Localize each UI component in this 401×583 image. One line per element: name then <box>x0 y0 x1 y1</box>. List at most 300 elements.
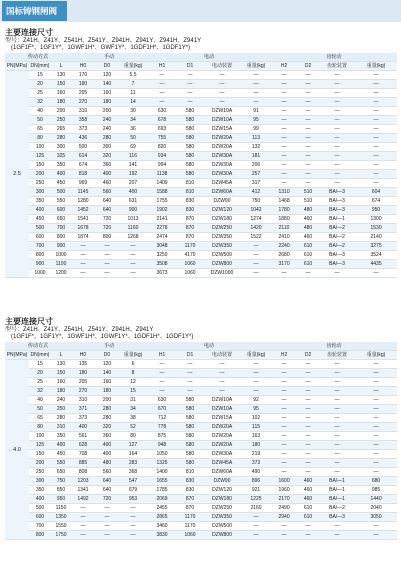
table-cell: 1274 <box>241 215 271 224</box>
table-cell: 125 <box>29 152 51 161</box>
table-cell: DZW15A <box>203 125 241 134</box>
table-cell: — <box>177 80 203 89</box>
table-row <box>5 495 397 504</box>
table-cell: — <box>355 441 397 450</box>
table-cell: — <box>241 89 271 98</box>
table-cell: 1750 <box>51 531 71 540</box>
table-cell: 4435 <box>355 260 397 269</box>
column-header: D0 <box>95 351 119 360</box>
table-cell: 310 <box>51 423 71 432</box>
dimension-table <box>5 53 397 278</box>
table-cell: 400 <box>95 170 119 179</box>
table-cell: — <box>271 80 297 89</box>
table-cell: 200 <box>95 396 119 405</box>
column-header: 电动装置 <box>203 351 241 360</box>
table-cell: 580 <box>177 152 203 161</box>
table-cell: 125 <box>29 441 51 450</box>
group-header: 电动 <box>147 342 271 351</box>
table-cell: — <box>71 504 95 513</box>
table-cell: 4170 <box>177 251 203 260</box>
table-cell: DZW10A <box>203 107 241 116</box>
table-cell: — <box>319 269 355 278</box>
table-cell: BA/—2 <box>319 224 355 233</box>
table-cell: — <box>71 269 95 278</box>
table-cell: — <box>319 378 355 387</box>
table-row <box>5 432 397 441</box>
table-cell: — <box>71 251 95 260</box>
table-cell: 950 <box>51 495 71 504</box>
section-heading: 主要连接尺寸 <box>5 317 53 326</box>
column-header: D2 <box>297 351 319 360</box>
table-cell: BA/—2 <box>319 233 355 242</box>
table-cell: — <box>203 360 241 369</box>
table-cell: — <box>177 387 203 396</box>
table-row <box>5 441 397 450</box>
page-title: 国标铸钢闸阀 <box>2 1 67 21</box>
table-cell: 1050 <box>147 450 177 459</box>
table-cell: 678 <box>147 116 177 125</box>
table-cell: DZW30A <box>203 152 241 161</box>
column-header: DN(mm) <box>30 352 50 358</box>
table-cell: 207 <box>119 179 147 188</box>
table-cell: 700 <box>29 522 51 531</box>
table-cell: 1440 <box>355 495 397 504</box>
table-cell: 969 <box>71 179 95 188</box>
table-cell: 2680 <box>271 251 297 260</box>
table-cell: 15 <box>119 387 147 396</box>
table-cell: — <box>297 269 319 278</box>
table-row <box>5 125 397 134</box>
table-cell: — <box>319 360 355 369</box>
table-cell: 628 <box>71 441 95 450</box>
table-cell: 450 <box>51 179 71 188</box>
table-cell: — <box>95 260 119 269</box>
table-cell: 580 <box>177 423 203 432</box>
model-codes: (1GF1F*、1GF1Y*、1GWF1H*、1GWF1Y*、1GDF1H*、1GDF1Y*) <box>11 334 194 340</box>
table-cell: 1492 <box>71 495 95 504</box>
table-cell: — <box>271 107 297 116</box>
table-cell: — <box>119 504 147 513</box>
table-cell: BA/—1 <box>319 486 355 495</box>
table-cell: 12 <box>119 378 147 387</box>
table-cell: 800 <box>29 531 51 540</box>
table-cell: 630 <box>147 107 177 116</box>
table-row <box>5 152 397 161</box>
table-cell: 412 <box>241 188 271 197</box>
table-cell: 32 <box>29 387 51 396</box>
table-cell: — <box>297 360 319 369</box>
table-cell: — <box>147 71 177 80</box>
table-cell: 1600 <box>271 477 297 486</box>
table-cell: — <box>319 107 355 116</box>
table-cell: — <box>177 378 203 387</box>
table-cell: 1325 <box>147 459 177 468</box>
table-cell: 800 <box>51 233 71 242</box>
table-cell: 65 <box>29 414 51 423</box>
column-header: H2 <box>271 62 297 71</box>
table-cell: — <box>271 152 297 161</box>
table-cell: — <box>203 71 241 80</box>
table-cell: 2160 <box>241 504 271 513</box>
table-cell: 371 <box>71 405 95 414</box>
table-cell: 6 <box>119 360 147 369</box>
table-cell: 400 <box>95 450 119 459</box>
column-header: H2 <box>271 351 297 360</box>
table-row <box>5 71 397 80</box>
table-cell: — <box>177 98 203 107</box>
table-cell: DZW30A <box>203 450 241 459</box>
column-header: PN(MPa) <box>6 63 28 69</box>
table-cell: 830 <box>177 206 203 215</box>
table-cell: 900 <box>119 206 147 215</box>
table-cell: 580 <box>177 143 203 152</box>
table-cell: — <box>71 531 95 540</box>
table-cell: 116 <box>119 152 147 161</box>
table-cell: 400 <box>29 206 51 215</box>
table-cell: 130 <box>51 360 71 369</box>
table-cell: — <box>241 378 271 387</box>
table-cell: — <box>297 107 319 116</box>
table-cell: — <box>241 531 271 540</box>
table-cell: 170 <box>71 71 95 80</box>
table-cell: 132 <box>241 143 271 152</box>
table-cell: — <box>297 134 319 143</box>
table-cell: 3524 <box>355 251 397 260</box>
table-cell: — <box>147 378 177 387</box>
table-cell: DZW60A <box>203 188 241 197</box>
table-cell: 679 <box>119 486 147 495</box>
table-cell: — <box>241 269 271 278</box>
table-cell: — <box>355 522 397 531</box>
table-cell: DZW20A <box>203 134 241 143</box>
table-cell: 52 <box>119 423 147 432</box>
table-cell: — <box>355 468 397 477</box>
table-cell: DZW500 <box>203 251 241 260</box>
table-cell: 1268 <box>119 233 147 242</box>
table-cell: 600 <box>29 233 51 242</box>
table-cell: — <box>241 71 271 80</box>
group-header: 手动 <box>71 53 147 62</box>
table-cell: — <box>297 414 319 423</box>
table-cell: DZW90 <box>203 197 241 206</box>
table-cell: 113 <box>241 134 271 143</box>
table-cell: 580 <box>177 450 203 459</box>
table-cell: 350 <box>51 432 71 441</box>
table-cell: 95 <box>241 405 271 414</box>
table-row <box>5 369 397 378</box>
table-cell: — <box>271 161 297 170</box>
table-cell: — <box>355 450 397 459</box>
table-cell: — <box>355 71 397 80</box>
table-cell: 885 <box>71 459 95 468</box>
table-cell: 200 <box>29 459 51 468</box>
table-cell: 135 <box>71 360 95 369</box>
table-cell: 180 <box>95 98 119 107</box>
table-row <box>5 134 397 143</box>
column-header: DN(mm) <box>30 63 50 69</box>
table-cell: 350 <box>51 161 71 170</box>
table-cell: BA/—1 <box>319 215 355 224</box>
table-cell: 2069 <box>147 495 177 504</box>
group-header: 手动 <box>71 342 147 351</box>
table-cell: 200 <box>95 107 119 116</box>
group-header: 齿轮动 <box>271 342 397 351</box>
table-cell: 631 <box>119 197 147 206</box>
table-cell: — <box>297 387 319 396</box>
table-cell: 700 <box>51 224 71 233</box>
table-cell: — <box>271 441 297 450</box>
table-row <box>5 486 397 495</box>
table-cell: 40 <box>29 107 51 116</box>
table-cell: 140 <box>95 369 119 378</box>
table-cell: 240 <box>95 125 119 134</box>
table-cell: 32 <box>29 98 51 107</box>
table-cell: DZW30A <box>203 170 241 179</box>
table-cell: 800 <box>29 251 51 260</box>
table-cell: 50 <box>119 134 147 143</box>
table-cell: — <box>355 116 397 125</box>
table-cell: — <box>355 459 397 468</box>
table-cell: — <box>297 125 319 134</box>
table-cell: 325 <box>51 152 71 161</box>
table-cell: 810 <box>177 468 203 477</box>
column-header: 重量(kg) <box>119 351 147 360</box>
table-cell: 150 <box>29 450 51 459</box>
table-cell: 1550 <box>51 522 71 531</box>
table-cell: 373 <box>71 414 95 423</box>
table-cell: 3673 <box>147 269 177 278</box>
column-header: H1 <box>147 351 177 360</box>
table-cell: — <box>271 414 297 423</box>
table-cell: 120 <box>95 360 119 369</box>
table-cell: BA/—3 <box>319 188 355 197</box>
table-row <box>5 80 397 89</box>
table-cell: BA/—3 <box>319 206 355 215</box>
table-cell: — <box>147 80 177 89</box>
table-cell: — <box>297 396 319 405</box>
table-cell: 300 <box>29 477 51 486</box>
table-cell: 1780 <box>271 206 297 215</box>
table-cell: — <box>319 423 355 432</box>
table-cell: 3508 <box>147 260 177 269</box>
table-row <box>5 459 397 468</box>
table-cell: 2040 <box>355 504 397 513</box>
table-cell: 317 <box>241 179 271 188</box>
table-cell: — <box>355 387 397 396</box>
table-cell: — <box>271 125 297 134</box>
table-cell: 25 <box>29 89 51 98</box>
table-cell: — <box>355 170 397 179</box>
table-cell: — <box>203 378 241 387</box>
table-cell: 650 <box>51 215 71 224</box>
table-cell: 400 <box>29 495 51 504</box>
table-cell: 11 <box>119 89 147 98</box>
table-cell: BA/—1 <box>319 495 355 504</box>
table-cell: — <box>319 432 355 441</box>
table-cell: — <box>119 242 147 251</box>
table-row <box>5 477 397 486</box>
table-cell: 99 <box>241 125 271 134</box>
column-header: 重量(kg) <box>119 62 147 71</box>
table-row <box>5 513 397 522</box>
table-cell: 219 <box>241 450 271 459</box>
table-cell: 80 <box>119 432 147 441</box>
table-cell: — <box>297 405 319 414</box>
table-cell: 320 <box>95 423 119 432</box>
table-cell: 2170 <box>271 495 297 504</box>
table-cell: 580 <box>177 134 203 143</box>
table-cell: — <box>297 152 319 161</box>
table-cell: 280 <box>95 405 119 414</box>
table-cell: — <box>95 522 119 531</box>
table-cell: DZW30A <box>203 161 241 170</box>
table-row <box>5 197 397 206</box>
table-cell: — <box>119 513 147 522</box>
table-cell: 1588 <box>147 188 177 197</box>
table-row <box>5 260 397 269</box>
table-cell: 300 <box>51 143 71 152</box>
table-cell: — <box>271 531 297 540</box>
table-cell: 160 <box>51 89 71 98</box>
table-cell: 206 <box>241 161 271 170</box>
table-cell: 3050 <box>355 513 397 522</box>
table-cell: 280 <box>95 414 119 423</box>
table-cell: 2240 <box>271 242 297 251</box>
table-cell: — <box>355 134 397 143</box>
table-cell: DZW45A <box>203 459 241 468</box>
table-cell: 1522 <box>241 233 271 242</box>
column-header: 齿轮装置 <box>319 351 355 360</box>
table-cell: — <box>271 468 297 477</box>
table-cell: 460 <box>297 486 319 495</box>
table-cell: 163 <box>241 432 271 441</box>
table-cell: — <box>95 269 119 278</box>
model-list: 型号：Z41H、Z41Y、Z541H、Z541Y、Z941H、Z941Y、Z941H、Z941Y <box>5 38 202 44</box>
table-cell: 550 <box>51 459 71 468</box>
table-row <box>5 98 397 107</box>
table-cell: 460 <box>95 179 119 188</box>
table-cell: 1452 <box>71 206 95 215</box>
table-cell: 250 <box>51 405 71 414</box>
table-cell: 30 <box>119 107 147 116</box>
table-cell: 450 <box>29 215 51 224</box>
table-cell: 500 <box>71 143 95 152</box>
table-cell: — <box>297 522 319 531</box>
table-cell: 670 <box>147 405 177 414</box>
table-cell: — <box>71 522 95 531</box>
table-cell: 150 <box>51 80 71 89</box>
table-cell: 870 <box>177 504 203 513</box>
table-row <box>5 423 397 432</box>
table-cell: 778 <box>147 423 177 432</box>
table-row <box>5 179 397 188</box>
table-cell: 20 <box>29 80 51 89</box>
table-cell: 580 <box>177 405 203 414</box>
table-cell: — <box>271 143 297 152</box>
table-cell: 830 <box>177 477 203 486</box>
table-cell: 100 <box>29 143 51 152</box>
table-cell: 808 <box>71 468 95 477</box>
table-cell: BA/—3 <box>319 260 355 269</box>
table-cell: — <box>119 260 147 269</box>
table-row <box>5 188 397 197</box>
table-cell: — <box>271 170 297 179</box>
table-cell: 1060 <box>177 269 203 278</box>
table-row <box>5 269 397 278</box>
table-cell: 400 <box>119 188 147 197</box>
table-cell: 708 <box>71 450 95 459</box>
table-cell: 2865 <box>147 513 177 522</box>
table-cell: 900 <box>51 242 71 251</box>
table-cell: 1203 <box>71 477 95 486</box>
table-cell: 610 <box>297 513 319 522</box>
table-cell: 460 <box>297 233 319 242</box>
table-cell: 1060 <box>177 531 203 540</box>
table-cell: 1530 <box>355 224 397 233</box>
table-cell: BA/—2 <box>319 242 355 251</box>
table-cell: 934 <box>147 152 177 161</box>
table-cell: 25 <box>29 378 51 387</box>
table-cell: — <box>319 179 355 188</box>
table-cell: 5.5 <box>119 71 147 80</box>
table-cell: 1420 <box>241 224 271 233</box>
table-cell: 180 <box>71 369 95 378</box>
table-row <box>5 215 397 224</box>
table-cell: 1060 <box>177 260 203 269</box>
table-cell: 240 <box>51 396 71 405</box>
table-cell: 580 <box>177 161 203 170</box>
table-row <box>5 522 397 531</box>
table-cell: — <box>203 369 241 378</box>
table-cell: — <box>297 432 319 441</box>
table-cell: 875 <box>147 432 177 441</box>
table-cell: 34 <box>119 116 147 125</box>
table-cell: 310 <box>71 396 95 405</box>
table-cell: 91 <box>241 107 271 116</box>
table-row <box>5 233 397 242</box>
table-cell: — <box>355 125 397 134</box>
table-cell: 896 <box>241 477 271 486</box>
table-cell: DZW10A <box>203 405 241 414</box>
table-cell: 610 <box>297 504 319 513</box>
table-cell: 240 <box>95 116 119 125</box>
table-cell: — <box>95 531 119 540</box>
table-cell: — <box>319 405 355 414</box>
table-cell: — <box>355 432 397 441</box>
table-cell: 604 <box>355 188 397 197</box>
table-cell: — <box>297 468 319 477</box>
column-header: L <box>51 62 71 71</box>
table-cell: — <box>177 369 203 378</box>
table-cell: 1960 <box>271 486 297 495</box>
table-cell: 8 <box>119 369 147 378</box>
table-cell: 3275 <box>355 242 397 251</box>
table-cell: 500 <box>29 504 51 513</box>
table-cell: 400 <box>95 441 119 450</box>
table-cell: 257 <box>241 170 271 179</box>
table-cell: 102 <box>241 414 271 423</box>
table-cell: DZW20A <box>203 432 241 441</box>
table-row <box>5 504 397 513</box>
table-cell: 610 <box>297 251 319 260</box>
table-cell: 200 <box>29 170 51 179</box>
table-cell: — <box>355 179 397 188</box>
table-row <box>5 107 397 116</box>
table-cell: DZW500 <box>203 522 241 531</box>
table-cell: 2141 <box>147 215 177 224</box>
section-pn25 <box>5 28 397 278</box>
table-cell: 480 <box>95 459 119 468</box>
